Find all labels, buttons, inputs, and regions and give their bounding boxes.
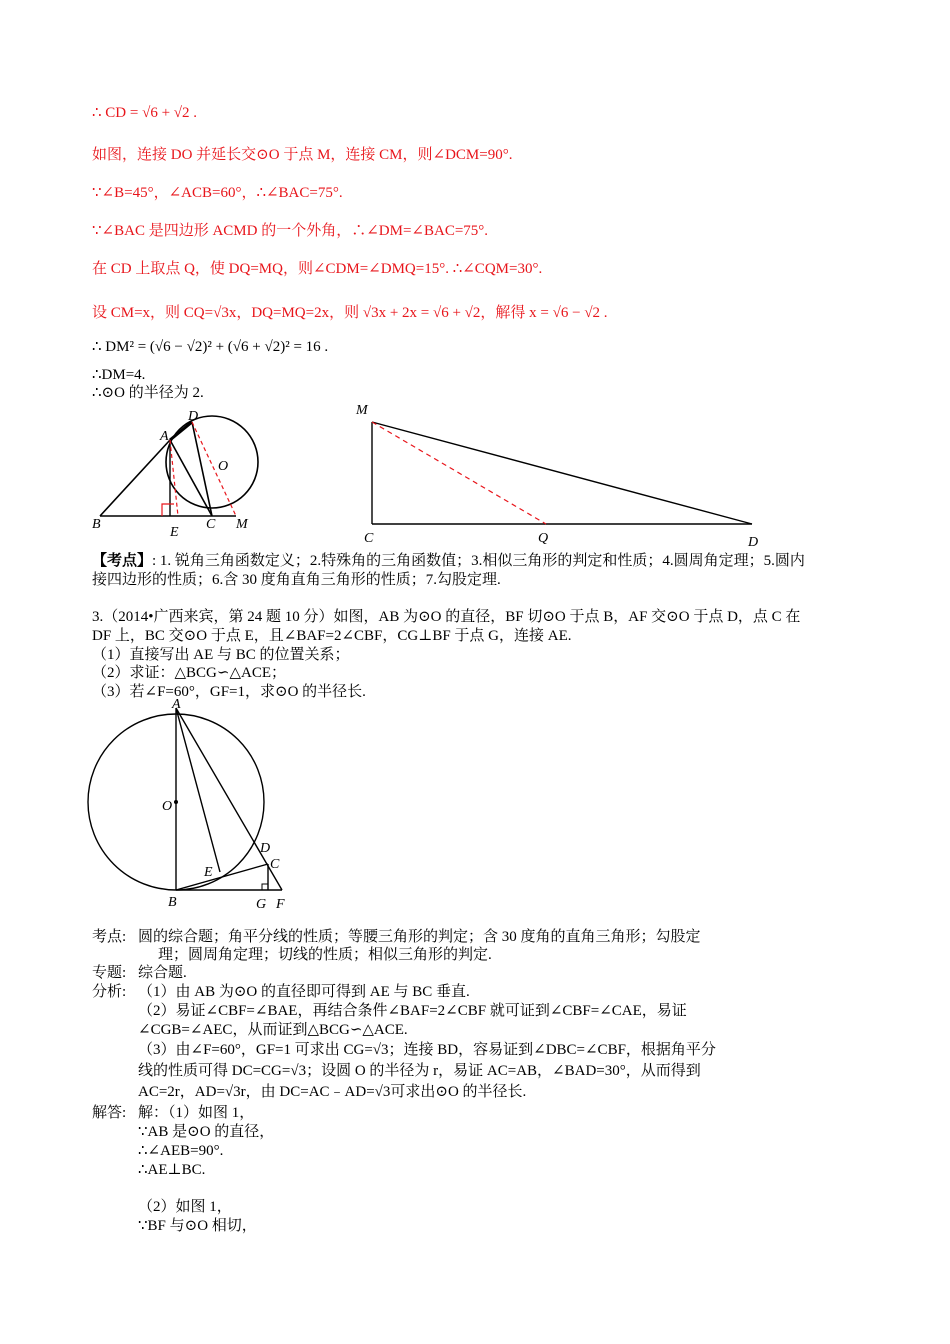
zt-label: 专题: [92, 965, 127, 981]
segment-bc [176, 864, 268, 890]
problem3-line1: 3.（2014•广西来宾，第 24 题 10 分）如图，AB 为⊙O 的直径，BF 切⊙O 于点 B，AF 交⊙O 于点 D，点 C 在 [92, 609, 801, 625]
right-angle-g [262, 884, 268, 890]
jd-line1: 解：（1）如图 1， [138, 1105, 255, 1121]
segment-md [372, 422, 752, 524]
kaodian-text1: : 1. 锐角三角函数定义；2.特殊角的三角函数值；3.相似三角形的判定和性质；4.圆周角定理；5.圆内 [152, 553, 805, 569]
label-c: C [206, 517, 216, 532]
label-a3: A [172, 697, 181, 712]
label-b3: B [168, 895, 177, 910]
fx-line3: ∠CGB=∠AEC，从而证到△BCG∽△ACE. [138, 1022, 408, 1038]
label-g3: G [256, 897, 267, 912]
label-o: O [218, 459, 229, 474]
solution-line-connect-do: 如图，连接 DO 并延长交⊙O 于点 M，连接 CM，则∠DCM=90°. [92, 147, 513, 163]
jd-line3: ∴∠AEB=90°. [138, 1143, 224, 1159]
label-b: B [92, 517, 101, 532]
center-dot [174, 800, 178, 804]
jd-label: 解答: [92, 1105, 127, 1121]
kaodian-line2: 接四边形的性质；6.含 30 度角直角三角形的性质；7.勾股定理. [92, 572, 501, 588]
figure-right-triangle [350, 398, 770, 548]
solution-line-cd: ∴ CD = √6 + √2 . [92, 105, 198, 121]
jd-line2: ∵AB 是⊙O 的直径， [138, 1124, 275, 1140]
label-m2: M [356, 403, 368, 418]
figure-circle-triangle [88, 408, 278, 548]
segment-ae3 [176, 708, 220, 872]
zt-text: 综合题. [138, 965, 187, 981]
solution-line-exterior-angle: ∵∠BAC 是四边形 ACMD 的一个外角，∴∠DM=∠BAC=75°. [92, 223, 489, 239]
segment-af [176, 708, 282, 890]
kd-label: 考点: [92, 929, 127, 945]
fx-line2: （2）易证∠CBF=∠BAE，再结合条件∠BAF=2∠CBF 就可证到∠CBF=∠CAE，易证 [138, 1003, 687, 1019]
solution-line-set-cm: 设 CM=x，则 CQ=√3x，DQ=MQ=2x，则 √3x + 2x = √6 + √2，解得 x = √6 − √2 . [92, 305, 608, 321]
label-e3: E [204, 865, 213, 880]
solution-line-point-q: 在 CD 上取点 Q，使 DQ=MQ，则∠CDM=∠DMQ=15°. ∴∠CQM=30°. [92, 261, 543, 277]
label-c2: C [364, 531, 374, 546]
label-a: A [160, 429, 169, 444]
fx-line5: 线的性质可得 DC=CG=√3；设圆 O 的半径为 r，易证 AC=AB，∠BAD=30°，从而得到 [138, 1063, 701, 1079]
label-f3: F [276, 897, 285, 912]
solution-line-radius: ∴⊙O 的半径为 2. [92, 385, 204, 401]
figure-problem3 [86, 696, 296, 914]
solution-line-angles: ∵∠B=45°，∠ACB=60°，∴∠BAC=75°. [92, 185, 343, 201]
segment-mq [372, 422, 546, 524]
problem3-line2: DF 上，BC 交⊙O 于点 E，且∠BAF=2∠CBF，CG⊥BF 于点 G，连接 AE. [92, 628, 572, 644]
segment-dm [192, 422, 236, 516]
right-angle-mark [162, 504, 174, 516]
label-c3: C [270, 857, 280, 872]
kd-line1: 圆的综合题；角平分线的性质；等腰三角形的判定；含 30 度角的直角三角形；勾股定 [138, 929, 701, 945]
segment-ba [100, 440, 170, 516]
problem3-q1: （1）直接写出 AE 与 BC 的位置关系； [92, 647, 350, 663]
kaodian-line1 [92, 552, 805, 570]
label-d3: D [260, 841, 271, 856]
label-d2: D [748, 535, 759, 548]
segment-dc [192, 422, 212, 516]
problem3-q2: （2）求证：△BCG∽△ACE； [92, 665, 286, 681]
label-m: M [236, 517, 248, 532]
fx-line4: （3）由∠F=60°，GF=1 可求出 CG=√3；连接 BD，容易证到∠DBC=∠CBF，根据角平分 [138, 1042, 716, 1058]
kaodian-tag: 【考点】 [92, 553, 153, 569]
jd-line5: （2）如图 1， [138, 1199, 232, 1215]
problem3-q3: （3）若∠F=60°，GF=1，求⊙O 的半径长. [92, 684, 366, 700]
circle-o [166, 416, 258, 508]
jd-line4: ∴AE⊥BC. [138, 1162, 206, 1178]
solution-line-dm-squared: ∴ DM² = (√6 − √2)² + (√6 + √2)² = 16 . [92, 339, 329, 355]
label-d: D [188, 409, 199, 424]
fx-label: 分析: [92, 984, 127, 1000]
kd-line2: 理；圆周角定理；切线的性质；相似三角形的判定. [158, 947, 492, 963]
fx-line6: AC=2r，AD=√3r，由 DC=AC﹣AD=√3可求出⊙O 的半径长. [138, 1084, 527, 1100]
segment-ad [170, 422, 192, 440]
jd-line6: ∵BF 与⊙O 相切， [138, 1218, 257, 1234]
label-q: Q [538, 531, 549, 546]
fx-line1: （1）由 AB 为⊙O 的直径即可得到 AE 与 BC 垂直. [138, 984, 470, 1000]
solution-line-dm: ∴DM=4. [92, 367, 146, 383]
label-o3: O [162, 799, 173, 814]
label-e: E [170, 525, 179, 540]
